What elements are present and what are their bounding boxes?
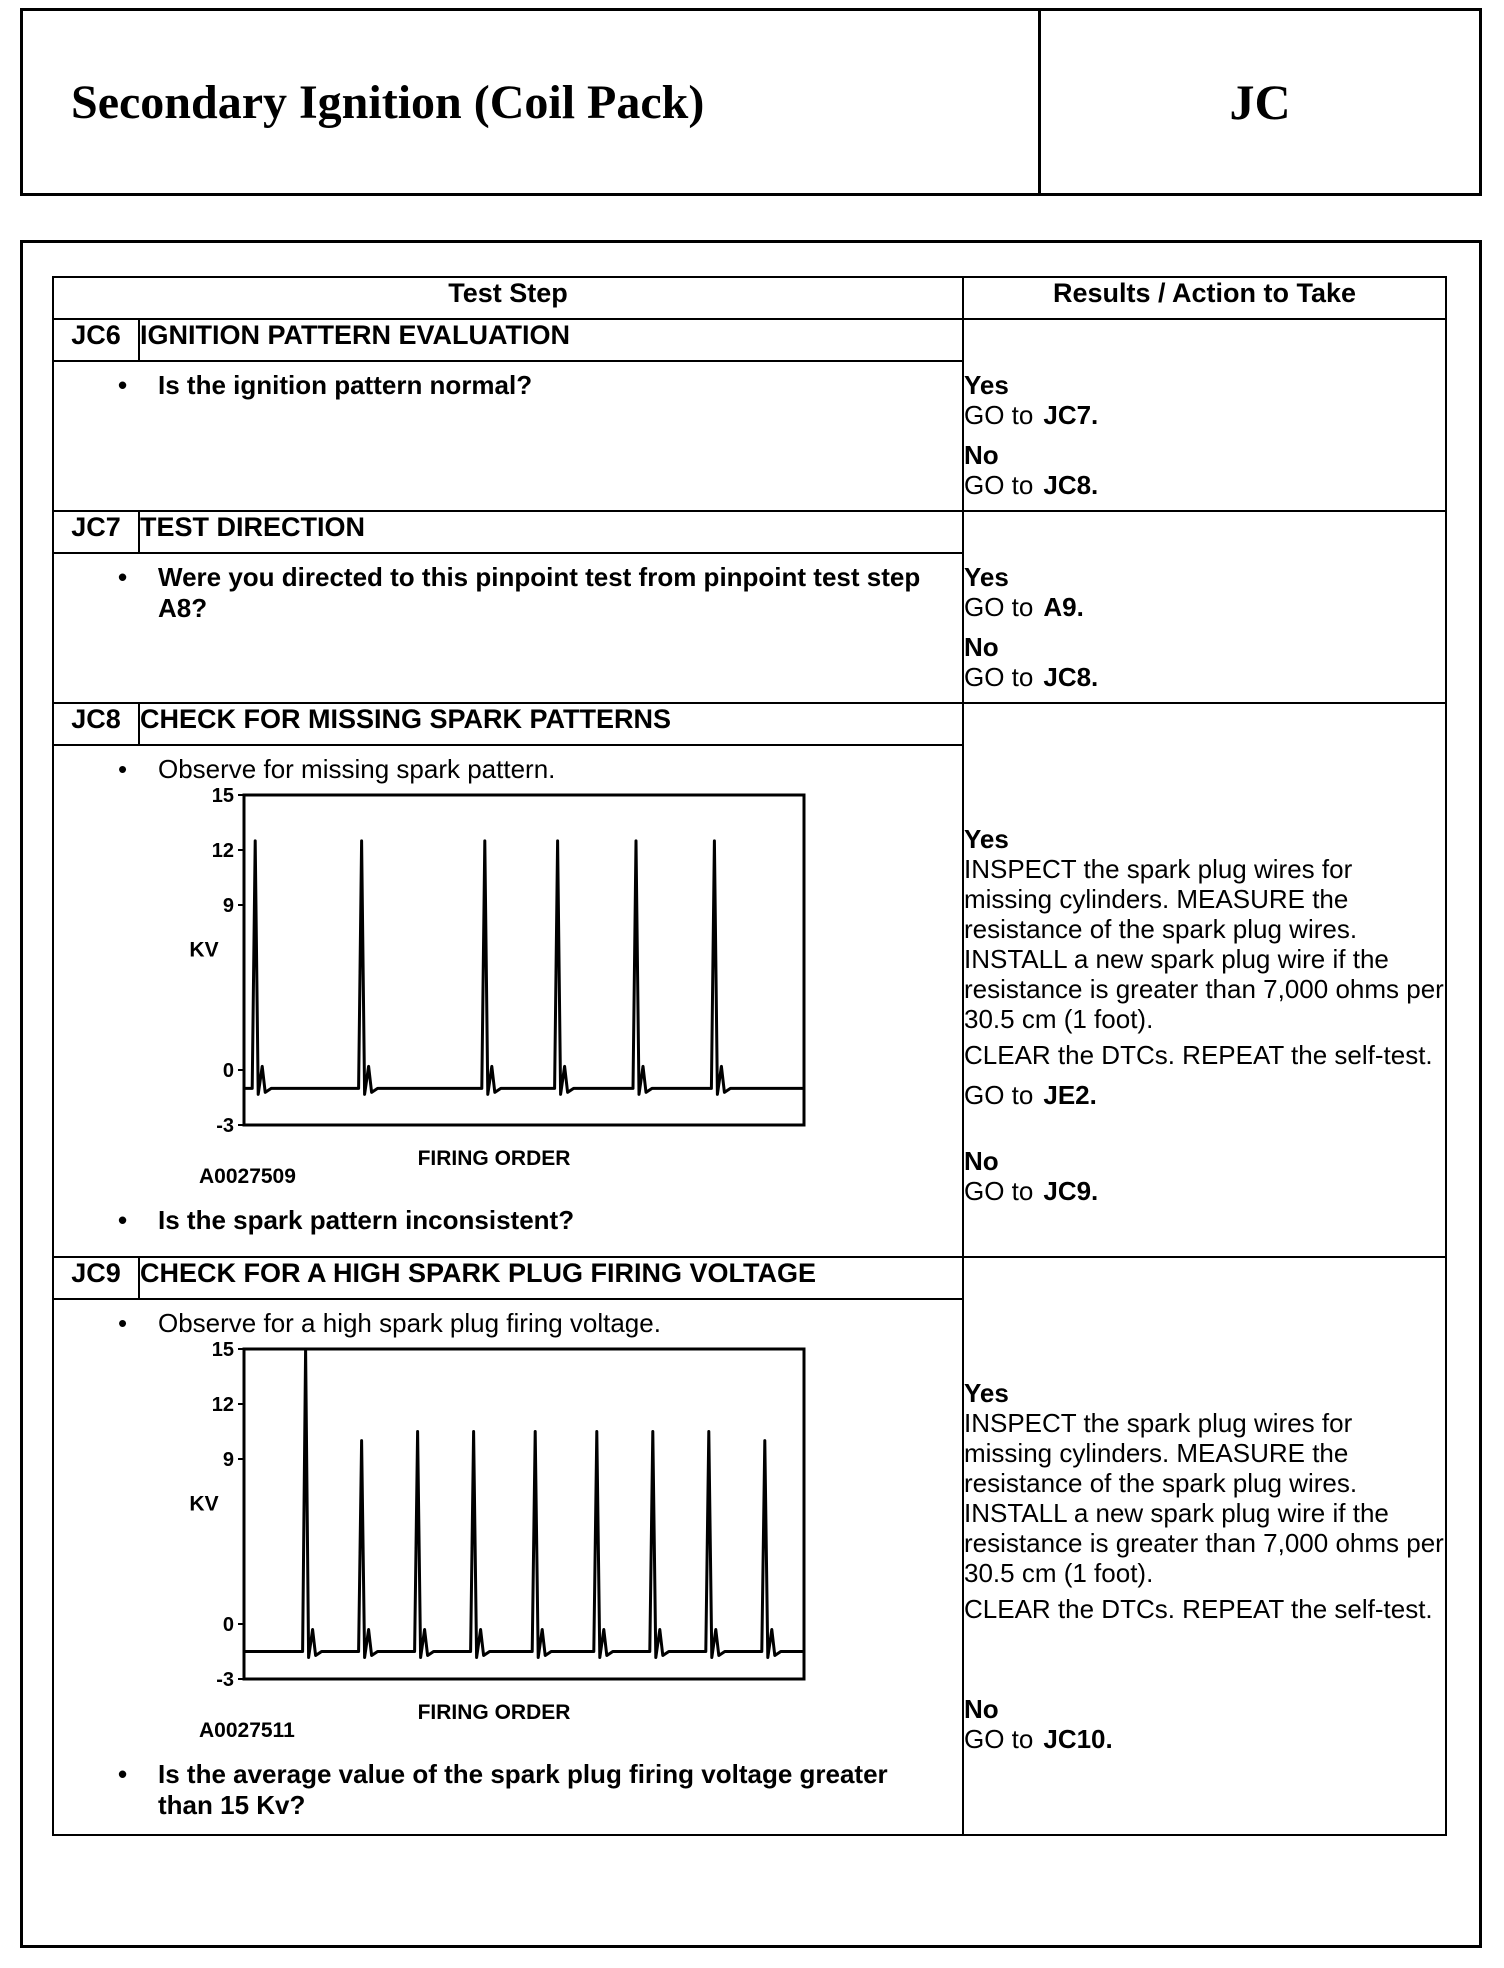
- goto-text: GO to: [964, 662, 1034, 692]
- no-result: [964, 1694, 1445, 1754]
- y-tick-label: -3: [216, 1115, 234, 1137]
- spike-peak: [361, 840, 363, 842]
- yes-result: [964, 370, 1445, 430]
- question-item: • Is the average value of the spark plug firing voltage greater than 15 Kv?: [54, 1759, 962, 1829]
- spike-peak: [713, 840, 715, 842]
- goto-link[interactable]: JE2.: [1043, 1080, 1097, 1110]
- yes-label: Yes: [964, 1378, 1009, 1408]
- step-id: JC7: [53, 511, 139, 553]
- spike-peak: [596, 1431, 598, 1433]
- waveform-line: [244, 1349, 804, 1658]
- yes-label: Yes: [964, 562, 1009, 592]
- step-results: [963, 703, 1446, 1257]
- y-tick-label: 12: [211, 1394, 234, 1416]
- spike-peak: [635, 840, 637, 842]
- goto-link[interactable]: JC10.: [1043, 1724, 1113, 1754]
- goto-text: GO to: [964, 470, 1034, 500]
- observe-item: • Observe for missing spark pattern.: [118, 754, 556, 784]
- goto-text: GO to: [964, 1724, 1034, 1754]
- goto-text: GO to: [964, 1080, 1034, 1110]
- goto-link[interactable]: JC7.: [1043, 400, 1099, 430]
- spike-peak: [652, 1431, 654, 1433]
- y-axis-label: KV: [189, 1492, 219, 1516]
- yes-result: [964, 1378, 1445, 1624]
- yes-clear: CLEAR the DTCs. REPEAT the self-test.: [964, 1594, 1433, 1624]
- plot-frame: [244, 1349, 804, 1679]
- goto-link[interactable]: A9.: [1043, 592, 1084, 622]
- page-header: [20, 8, 1482, 196]
- step-title-row: [53, 1257, 1446, 1299]
- figure-id: A0027509: [199, 1165, 296, 1188]
- col-test-step: Test Step: [53, 277, 963, 319]
- test-step-table: [52, 276, 1447, 1836]
- yes-result: [964, 562, 1445, 622]
- question-text: Is the ignition pattern normal?: [158, 370, 533, 401]
- y-tick-label: 15: [211, 1339, 234, 1361]
- x-axis-label: FIRING ORDER: [417, 1701, 571, 1724]
- spike-peak: [254, 840, 256, 842]
- goto-link[interactable]: JC8.: [1043, 662, 1099, 692]
- spike-peak: [534, 1431, 536, 1433]
- goto-link[interactable]: JC9.: [1043, 1176, 1099, 1206]
- spike-peak: [417, 1431, 419, 1433]
- yes-instructions: INSPECT the spark plug wires for missing cylinders. MEASURE the resistance of the spark plug wires. INSTALL a new spark plug wire if the resistance is greater than 7,000 ohms per 30.5 cm (1 foot).: [964, 1408, 1444, 1588]
- step-body: [53, 553, 963, 703]
- spike-peak: [361, 1440, 363, 1442]
- goto-text: GO to: [964, 1176, 1034, 1206]
- step-id: JC9: [53, 1257, 139, 1299]
- waveform-line: [244, 841, 804, 1095]
- spike-peak: [557, 840, 559, 842]
- y-tick-label: -3: [216, 1669, 234, 1691]
- x-axis-label: FIRING ORDER: [417, 1147, 571, 1170]
- step-results: [963, 511, 1446, 703]
- figure-id: A0027511: [199, 1719, 295, 1742]
- y-tick-label: 12: [211, 840, 234, 862]
- y-axis-label: KV: [189, 938, 219, 962]
- observe-text: Observe for a high spark plug firing voltage.: [158, 1308, 661, 1338]
- step-title: CHECK FOR MISSING SPARK PATTERNS: [139, 703, 963, 745]
- waveform-svg: [174, 785, 894, 1205]
- question-text: Were you directed to this pinpoint test from pinpoint test step A8?: [158, 562, 921, 624]
- page-title: Secondary Ignition (Coil Pack): [23, 11, 1041, 193]
- step-id: JC6: [53, 319, 139, 361]
- question-item: • Is the spark pattern inconsistent?: [118, 1205, 575, 1235]
- no-label: No: [964, 1694, 999, 1724]
- step-id: JC8: [53, 703, 139, 745]
- no-result: [964, 632, 1445, 692]
- spike-peak: [708, 1431, 710, 1433]
- question-text: Is the average value of the spark plug firing voltage greater than 15 Kv?: [158, 1759, 888, 1820]
- no-result: [964, 440, 1445, 500]
- step-results: [963, 319, 1446, 511]
- spike-peak: [473, 1431, 475, 1433]
- col-results: Results / Action to Take: [963, 277, 1446, 319]
- yes-clear: CLEAR the DTCs. REPEAT the self-test.: [964, 1040, 1433, 1070]
- section-code: JC: [1229, 74, 1291, 130]
- step-title: TEST DIRECTION: [139, 511, 963, 553]
- step-body: [53, 361, 963, 511]
- step-title: IGNITION PATTERN EVALUATION: [139, 319, 963, 361]
- waveform-chart: [174, 785, 894, 1205]
- question-item: • Were you directed to this pinpoint test from pinpoint test step A8?: [54, 554, 962, 632]
- step-body: [53, 745, 963, 1257]
- step-results: [963, 1257, 1446, 1835]
- y-tick-label: 9: [222, 1449, 234, 1471]
- step-body: [53, 1299, 963, 1835]
- step-title: CHECK FOR A HIGH SPARK PLUG FIRING VOLTAGE: [139, 1257, 963, 1299]
- observe-text: Observe for missing spark pattern.: [158, 754, 556, 784]
- spike-peak: [305, 1348, 307, 1350]
- no-label: No: [964, 440, 999, 470]
- y-tick-label: 0: [222, 1614, 234, 1636]
- waveform-chart: [174, 1339, 894, 1759]
- waveform-svg: [174, 1339, 894, 1759]
- yes-result: [964, 824, 1445, 1110]
- goto-link[interactable]: JC8.: [1043, 470, 1099, 500]
- no-label: No: [964, 1146, 999, 1176]
- no-label: No: [964, 632, 999, 662]
- yes-label: Yes: [964, 824, 1009, 854]
- y-tick-label: 9: [222, 895, 234, 917]
- y-tick-label: 15: [211, 785, 234, 807]
- y-tick-label: 0: [222, 1060, 234, 1082]
- observe-item: • Observe for a high spark plug firing voltage.: [118, 1308, 661, 1338]
- step-title-row: [53, 319, 1446, 361]
- step-title-row: [53, 511, 1446, 553]
- table-header-row: [53, 277, 1446, 319]
- goto-text: GO to: [964, 400, 1034, 430]
- yes-label: Yes: [964, 370, 1009, 400]
- step-title-row: [53, 703, 1446, 745]
- spike-peak: [484, 840, 486, 842]
- spike-peak: [764, 1440, 766, 1442]
- no-result: [964, 1146, 1445, 1206]
- question-item: • Is the ignition pattern normal?: [118, 370, 533, 401]
- yes-instructions: INSPECT the spark plug wires for missing cylinders. MEASURE the resistance of the spark plug wires. INSTALL a new spark plug wire if the resistance is greater than 7,000 ohms per 30.5 cm (1 foot).: [964, 854, 1444, 1034]
- question-text: Is the spark pattern inconsistent?: [158, 1205, 575, 1235]
- goto-text: GO to: [964, 592, 1034, 622]
